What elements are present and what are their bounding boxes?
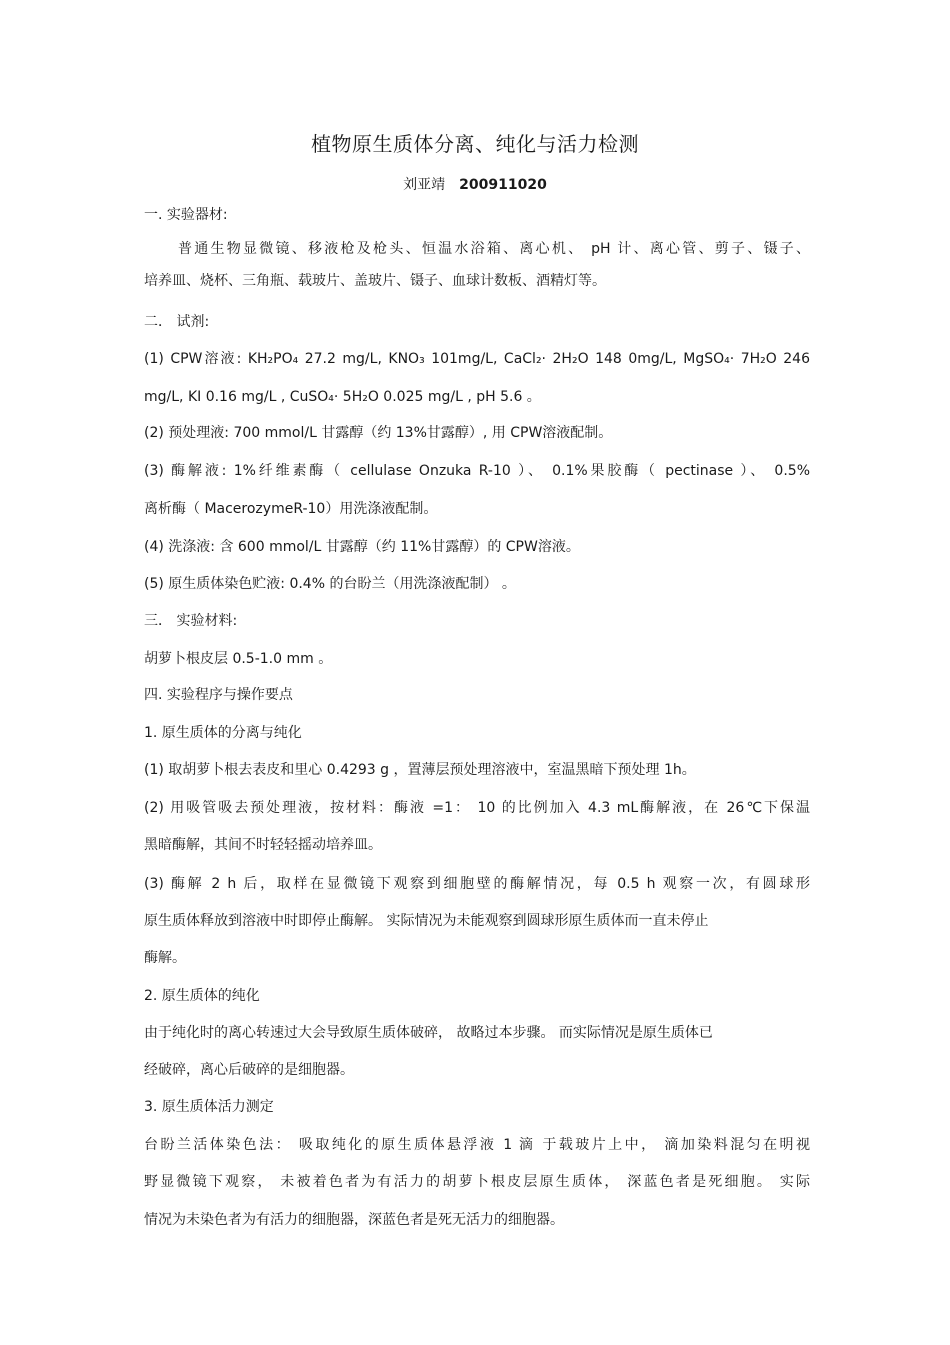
paragraph-line: (4) 洗涤液: 含 600 mmol/L 甘露醇（约 11%甘露醇）的 CPW溶液。 [144, 539, 580, 555]
paragraph-line: 酶解。 [144, 950, 186, 966]
subsection-heading: 1. 原生质体的分离与纯化 [144, 725, 302, 741]
paragraph-line: mg/L, KI 0.16 mg/L , CuSO₄· 5H₂O 0.025 mg/L , pH 5.6 。 [144, 389, 541, 405]
student-id: 200911020 [459, 177, 547, 193]
paragraph-line: 台盼兰活体染色法： 吸取纯化的原生质体悬浮液 1 滴 于载玻片上中， 滴加染料混匀在明视 [144, 1137, 810, 1153]
paragraph-line: 黑暗酶解，其间不时轻轻摇动培养皿。 [144, 837, 382, 853]
paragraph-line: 普通生物显微镜、移液枪及枪头、恒温水浴箱、离心机、 pH 计、离心管、剪子、镊子、 [178, 241, 810, 257]
document-title: 植物原生质体分离、纯化与活力检测 [311, 132, 639, 156]
paragraph-line: 情况为未染色者为有活力的细胞器，深蓝色者是死无活力的细胞器。 [144, 1212, 564, 1228]
paragraph-line: (2) 用吸管吸去预处理液，按材料：酶液 =1： 10 的比例加入 4.3 mL酶解液，在 26℃下保温 [144, 800, 810, 816]
paragraph-line: 胡萝卜根皮层 0.5-1.0 mm 。 [144, 651, 333, 667]
paragraph-line: (3) 酶解 2 h 后，取样在显微镜下观察到细胞壁的酶解情况，每 0.5 h 观察一次，有圆球形 [144, 876, 810, 892]
paragraph-line: (1) 取胡萝卜根去表皮和里心 0.4293 g ，置薄层预处理溶液中，室温黑暗下预处理 1h。 [144, 762, 696, 778]
author-line [0, 174, 950, 194]
section-heading-equipment: 一. 实验器材: [144, 207, 228, 223]
paragraph-line: 原生质体释放到溶液中时即停止酶解。 实际情况为未能观察到圆球形原生质体而一直未停止 [144, 913, 709, 929]
section-heading-materials: 三． 实验材料: [144, 613, 238, 629]
paragraph-line: 培养皿、烧杯、三角瓶、载玻片、盖玻片、镊子、血球计数板、酒精灯等。 [144, 273, 606, 289]
paragraph-line: (5) 原生质体染色贮液: 0.4% 的台盼兰（用洗涤液配制） 。 [144, 576, 516, 592]
section-heading-procedure: 四. 实验程序与操作要点 [144, 687, 293, 703]
paragraph-line: 离析酶（ MacerozymeR-10）用洗涤液配制。 [144, 501, 438, 517]
section-heading-reagents: 二． 试剂: [144, 314, 210, 330]
author-name: 刘亚靖 [403, 177, 446, 193]
paragraph-line: 经破碎，离心后破碎的是细胞器。 [144, 1062, 354, 1078]
paragraph-line: 由于纯化时的离心转速过大会导致原生质体破碎， 故略过本步骤。 而实际情况是原生质体已 [144, 1025, 713, 1041]
subsection-heading: 2. 原生质体的纯化 [144, 988, 260, 1004]
paragraph-line: (3) 酶解液: 1%纤维素酶（ cellulase Onzuka R-10 ）、 0.1%果胶酶（ pectinase ）、 0.5% [144, 463, 810, 479]
paragraph-line: (2) 预处理液: 700 mmol/L 甘露醇（约 13%甘露醇）, 用 CPW溶液配制。 [144, 425, 613, 441]
subsection-heading: 3. 原生质体活力测定 [144, 1099, 274, 1115]
paragraph-line: 野显微镜下观察， 未被着色者为有活力的胡萝卜根皮层原生质体， 深蓝色者是死细胞。 实际 [144, 1174, 810, 1190]
paragraph-line: (1) CPW溶液: KH₂PO₄ 27.2 mg/L, KNO₃ 101mg/L, CaCl₂· 2H₂O 148 0mg/L, MgSO₄· 7H₂O 246 [144, 351, 810, 367]
